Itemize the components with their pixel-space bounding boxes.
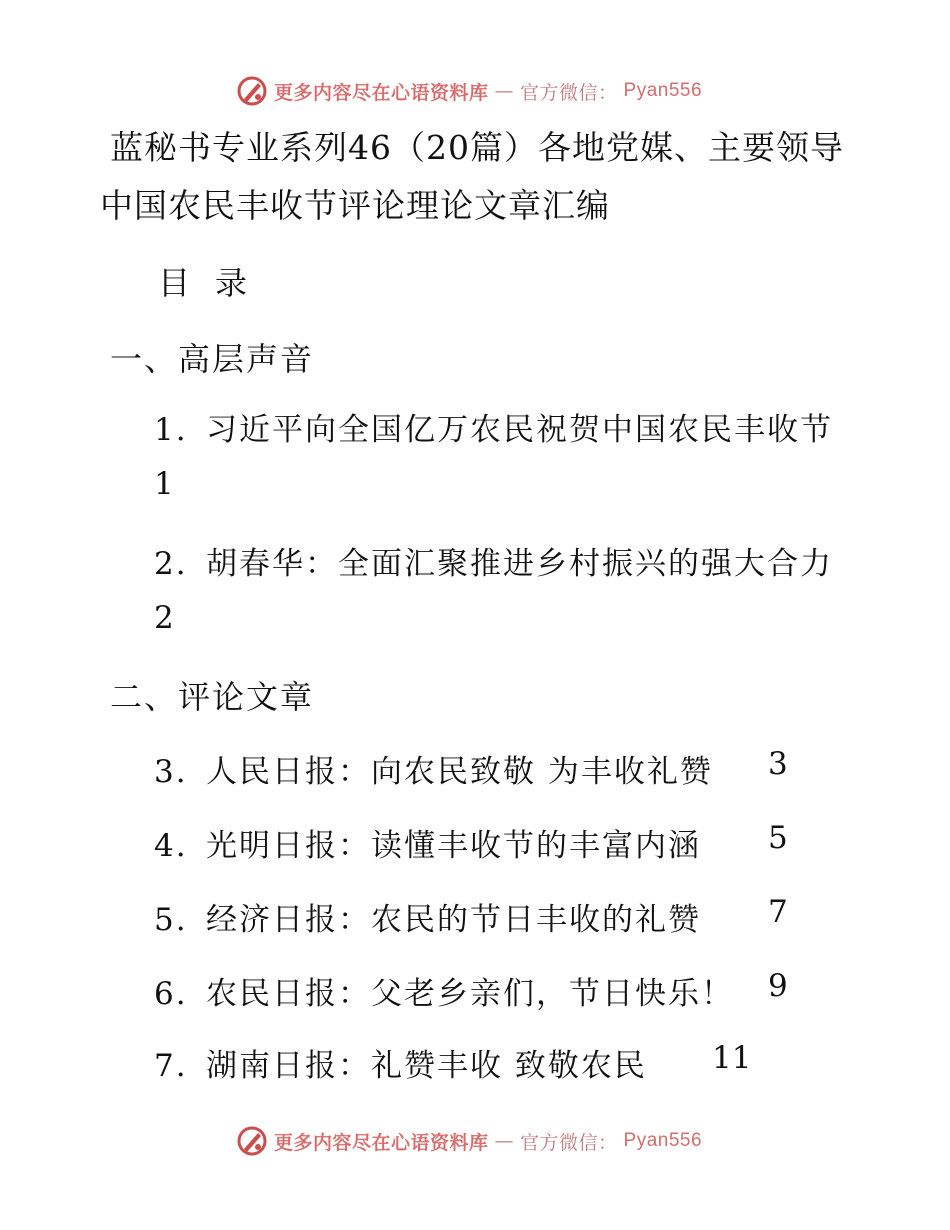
toc-item-page: 3	[768, 746, 788, 782]
toc-item-page: 2	[154, 600, 174, 636]
toc-item-number: 6.	[154, 976, 188, 1012]
watermark-id: Pyan556	[623, 80, 703, 101]
toc-heading-a: 目	[158, 264, 192, 302]
toc-item-text: 习近平向全国亿万农民祝贺中国农民丰收节	[206, 412, 833, 448]
toc-item-number: 5.	[154, 902, 188, 938]
toc-item[interactable]	[154, 538, 833, 583]
toc-item[interactable]	[154, 894, 701, 939]
toc-item-page: 9	[768, 968, 788, 1004]
toc-item-page: 5	[768, 820, 788, 856]
toc-item-text: 湖南日报：礼赞丰收 致敬农民	[206, 1048, 647, 1084]
toc-item-text: 胡春华：全面汇聚推进乡村振兴的强大合力	[206, 546, 833, 582]
watermark-main: 更多内容尽在心语资料库	[274, 81, 489, 104]
watermark-main: 更多内容尽在心语资料库	[274, 1131, 489, 1154]
watermark-dash: —	[494, 80, 515, 102]
toc-item-number: 2.	[154, 546, 188, 582]
toc-item[interactable]	[154, 746, 713, 791]
toc-item-text: 经济日报：农民的节日丰收的礼赞	[206, 902, 701, 938]
toc-item[interactable]	[154, 404, 833, 449]
watermark-wechat: 官方微信：	[520, 81, 618, 104]
toc-item-text: 光明日报：读懂丰收节的丰富内涵	[206, 828, 701, 864]
watermark-dash: —	[494, 1130, 515, 1152]
toc-item-page: 7	[768, 894, 788, 930]
document-title-line2: 中国农民丰收节评论理论文章汇编	[100, 186, 610, 225]
watermark-wechat: 官方微信：	[520, 1131, 618, 1154]
watermark-id: Pyan556	[623, 1130, 703, 1151]
section-heading: 二、评论文章	[110, 678, 315, 716]
header-watermark	[236, 74, 702, 108]
toc-item[interactable]	[154, 1040, 647, 1085]
quill-logo-icon	[236, 75, 268, 107]
toc-heading-b: 录	[215, 264, 249, 302]
toc-item-number: 3.	[154, 754, 188, 790]
toc-item-number: 1.	[154, 412, 188, 448]
toc-item-page: 1	[154, 466, 174, 502]
section-heading: 一、高层声音	[110, 340, 315, 378]
toc-item-page: 11	[712, 1040, 752, 1076]
footer-watermark	[236, 1124, 702, 1158]
toc-item-number: 4.	[154, 828, 188, 864]
toc-heading	[158, 258, 248, 304]
toc-item[interactable]	[154, 820, 701, 865]
document-title-line1: 蓝秘书专业系列46（20篇）各地党媒、主要领导	[110, 128, 844, 167]
toc-item[interactable]	[154, 968, 734, 1013]
toc-item-text: 人民日报：向农民致敬 为丰收礼赞	[206, 754, 713, 790]
quill-logo-icon	[236, 1125, 268, 1157]
toc-item-text: 农民日报：父老乡亲们，节日快乐！	[206, 976, 734, 1012]
toc-item-number: 7.	[154, 1048, 188, 1084]
